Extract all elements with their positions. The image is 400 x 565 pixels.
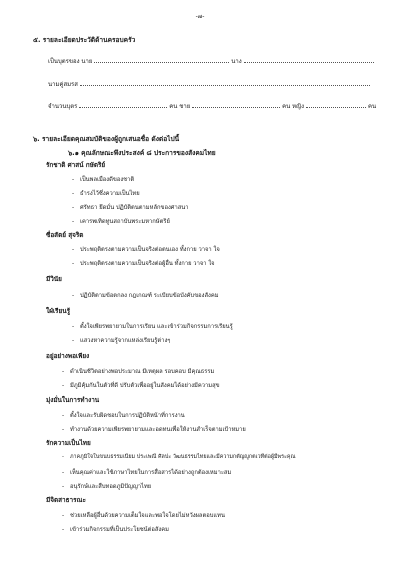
list-item: - ศรัทธา ยึดมั่น ปฏิบัติตนตามหลักของศาสนา bbox=[72, 205, 189, 211]
spouse-label: นามคู่สมรส bbox=[48, 81, 78, 88]
mother-label: นาง bbox=[231, 58, 242, 65]
group-title-discipline: มีวินัย bbox=[46, 275, 62, 283]
daughters-count-line bbox=[306, 101, 366, 108]
list-item: - ตั้งใจและรับผิดชอบในการปฏิบัติหน้าที่การงาน bbox=[62, 413, 185, 419]
list-item: - แสวงหาความรู้จากแหล่งเรียนรู้ต่างๆ bbox=[72, 338, 171, 344]
list-item: - ทำงานด้วยความเพียรพยายามและอดทนเพื่อให้งานสำเร็จตามเป้าหมาย bbox=[62, 427, 246, 433]
list-item: - ภาคภูมิใจในขนบธรรมเนียม ประเพณี ศิลปะ วัฒนธรรมไทยและมีความกตัญญูกตเวทีต่อผู้มีพระคุณ bbox=[62, 454, 296, 460]
end-label: คน bbox=[367, 103, 377, 110]
list-item: - เข้าร่วมกิจกรรมที่เป็นประโยชน์ต่อสังคม bbox=[62, 527, 169, 533]
page-number: -๗- bbox=[195, 13, 205, 20]
list-item: - ดำเนินชีวิตอย่างพอประมาณ มีเหตุผล รอบคอบ มีคุณธรรม bbox=[62, 369, 215, 375]
list-item: - อนุรักษ์และสืบทอดภูมิปัญญาไทย bbox=[62, 484, 152, 490]
father-name-line bbox=[94, 56, 229, 63]
child-of-label: เป็นบุตรของ นาย bbox=[48, 58, 93, 65]
children-count-line bbox=[79, 101, 167, 108]
list-item: - มีภูมิคุ้มกันในตัวที่ดี ปรับตัวเพื่ออยู่ในสังคมได้อย่างมีความสุข bbox=[62, 383, 220, 389]
daughters-label: คน หญิง bbox=[282, 103, 305, 110]
group-title-dedication: มุ่งมั่นในการทำงาน bbox=[46, 396, 100, 404]
mother-name-line bbox=[244, 56, 374, 63]
list-item: - ตั้งใจเพียรพยายามในการเรียน และเข้าร่วมกิจกรรมการเรียนรู้ bbox=[72, 324, 233, 330]
group-title-honesty: ซื่อสัตย์ สุจริต bbox=[46, 231, 84, 239]
list-item: - ประพฤติตรงตามความเป็นจริงต่อผู้อื่น ทั้งกาย วาจา ใจ bbox=[72, 261, 215, 267]
child-of-row bbox=[48, 56, 374, 66]
list-item: - เป็นพลเมืองดีของชาติ bbox=[72, 177, 135, 183]
spouse-row bbox=[48, 79, 370, 89]
list-item: - ปฏิบัติตามข้อตกลง กฎเกณฑ์ ระเบียบข้อบังคับของสังคม bbox=[72, 293, 219, 299]
section-5-title: ๕. รายละเอียดประวัติด้านครอบครัว bbox=[33, 36, 136, 44]
spouse-name-line bbox=[80, 79, 370, 86]
sons-count-line bbox=[192, 101, 280, 108]
sons-label: คน ชาย bbox=[169, 103, 191, 110]
group-title-nation: รักชาติ ศาสน์ กษัตริย์ bbox=[46, 161, 106, 169]
list-item: - ช่วยเหลือผู้อื่นด้วยความเต็มใจและพอใจโดยไม่หวังผลตอบแทน bbox=[62, 513, 225, 519]
section-6-title: ๖. รายละเอียดคุณสมบัติของผู้ถูกเสนอชื่อ ดังต่อไปนี้ bbox=[33, 135, 180, 143]
list-item: - ธำรงไว้ซึ่งความเป็นไทย bbox=[72, 191, 140, 197]
list-item: - เคารพเทิดทูนสถาบันพระมหากษัตริย์ bbox=[72, 219, 170, 225]
children-label: จำนวนบุตร bbox=[48, 103, 78, 110]
list-item: - เห็นคุณค่าและใช้ภาษาไทยในการสื่อสารได้อย่างถูกต้องเหมาะสม bbox=[62, 470, 232, 476]
section-6-1-title: ๖.๑ คุณลักษณะพึงประสงค์ ๘ ประการของสังคมไทย bbox=[68, 149, 216, 157]
group-title-learning: ใฝ่เรียนรู้ bbox=[46, 307, 71, 315]
list-item: - ประพฤติตรงตามความเป็นจริงต่อตนเอง ทั้งกาย วาจา ใจ bbox=[72, 247, 220, 253]
group-title-public-mind: มีจิตสาธารณะ bbox=[46, 496, 86, 504]
children-row bbox=[48, 101, 376, 111]
group-title-sufficiency: อยู่อย่างพอเพียง bbox=[46, 352, 90, 360]
group-title-thainess: รักความเป็นไทย bbox=[46, 439, 91, 447]
